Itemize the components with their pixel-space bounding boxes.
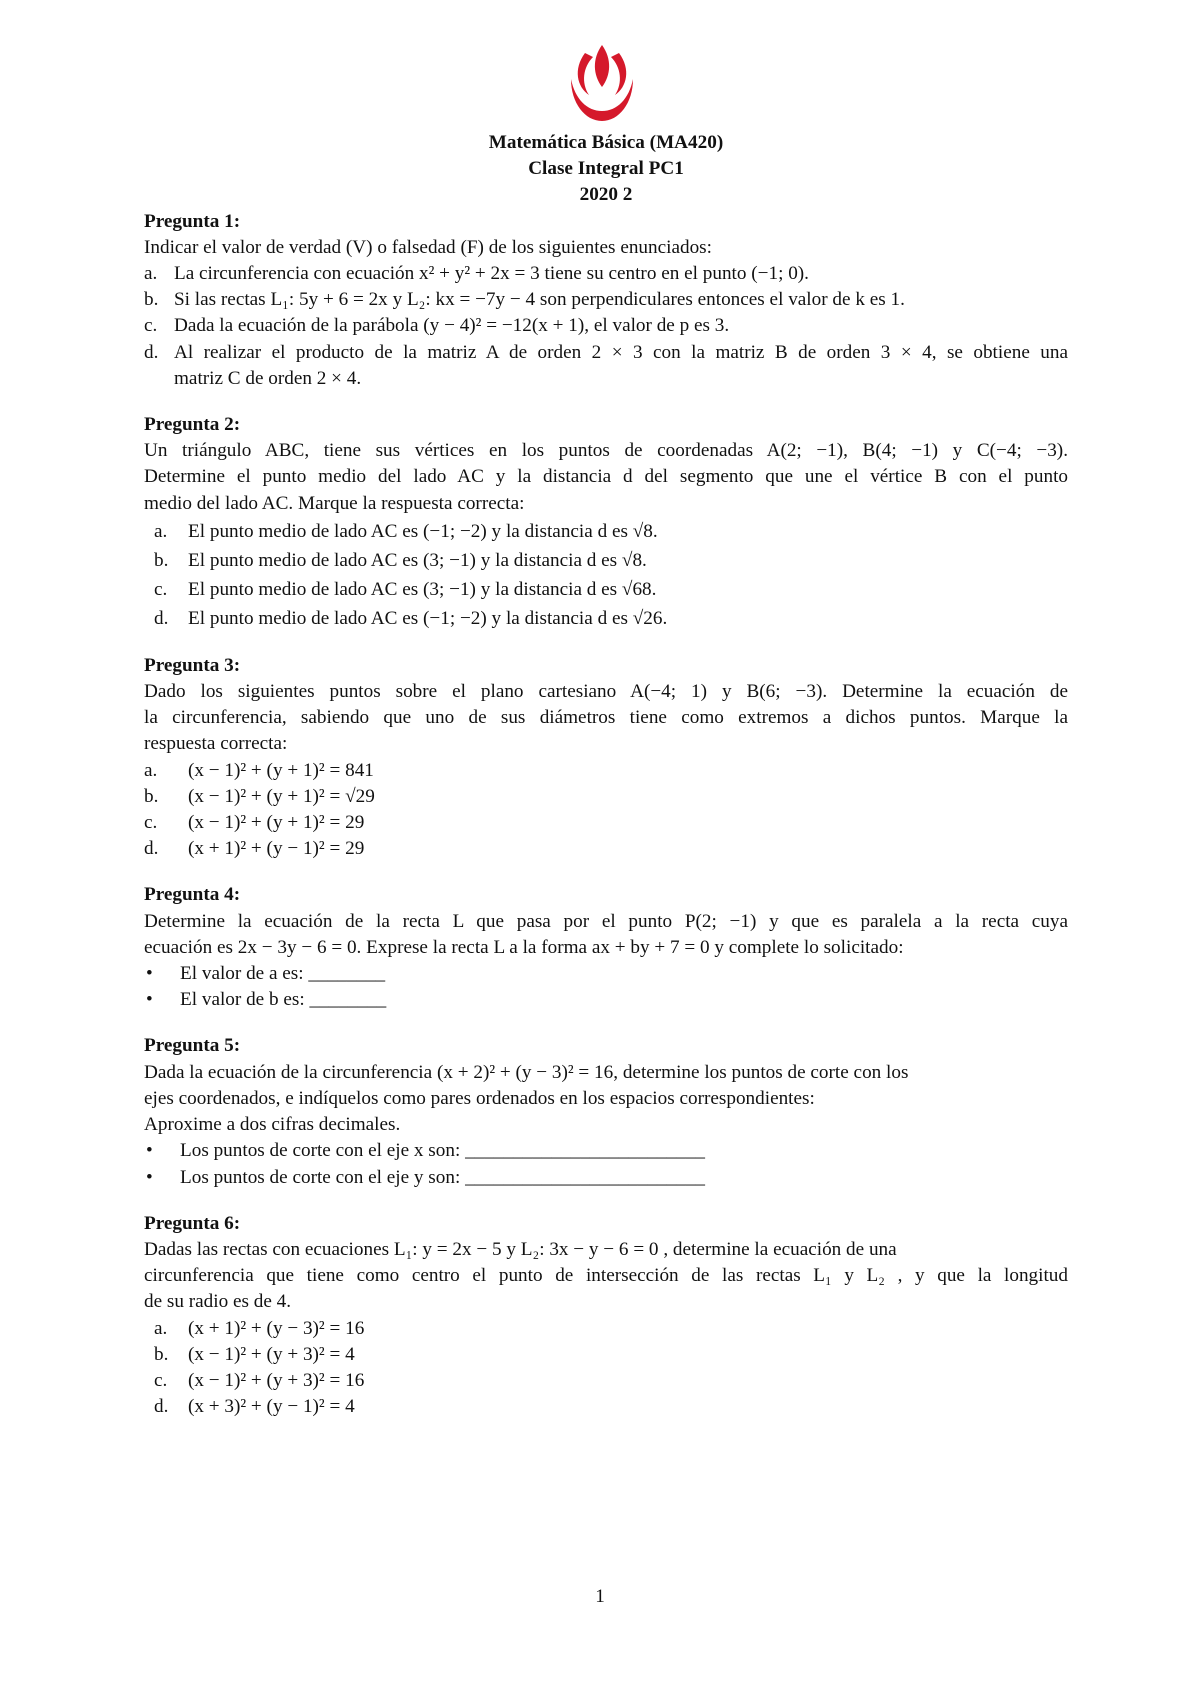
question-1-item — [144, 313, 1068, 339]
item-label: d. — [144, 341, 159, 363]
option-label: a. — [154, 1317, 168, 1339]
bullet-text: El valor de a es: ________ — [180, 963, 386, 985]
course-title: Matemática Básica (MA420) — [488, 132, 724, 153]
question-3-intro-line1: Dado los siguientes puntos sobre el plano cartesiano A(−4; 1) y B(6; −3). Determine la ecuación de — [144, 681, 1068, 703]
question-5-bullet — [144, 1165, 1068, 1191]
item-label: b. — [144, 289, 159, 311]
question-3-option — [144, 784, 1068, 810]
question-6-heading: Pregunta 6: — [144, 1212, 241, 1234]
question-1-item — [144, 340, 1068, 392]
question-5-intro-line3: Aproxime a dos cifras decimales. — [144, 1114, 401, 1136]
question-6-option — [144, 1342, 1068, 1368]
option-label: c. — [154, 578, 168, 600]
logo-flame-center — [595, 45, 609, 87]
question-3-heading: Pregunta 3: — [144, 654, 241, 676]
question-2-option — [144, 517, 1068, 546]
option-label: b. — [154, 549, 169, 571]
item-label: a. — [144, 263, 158, 285]
option-text: El punto medio de lado AC es (−1; −2) y la distancia d es √8. — [188, 520, 658, 542]
bullet-mark: • — [146, 1140, 153, 1162]
question-6-intro-line1: Dadas las rectas con ecuaciones L₁: y = 2x − 5 y L₂: 3x − y − 6 = 0 , determine la ecuación de una — [144, 1238, 897, 1260]
bullet-text: Los puntos de corte con el eje x son: _________________________ — [180, 1140, 705, 1162]
question-5-intro-line2: ejes coordenados, e indíquelos como pares ordenados en los espacios correspondientes: — [144, 1087, 815, 1109]
bullet-text: Los puntos de corte con el eje y son: _________________________ — [180, 1166, 705, 1188]
question-3-option — [144, 836, 1068, 862]
question-2-option — [144, 604, 1068, 633]
question-4-intro-line2: ecuación es 2x − 3y − 6 = 0. Exprese la recta L a la forma ax + by + 7 = 0 y complete lo solicitado: — [144, 936, 904, 958]
option-label: b. — [144, 785, 159, 807]
bullet-mark: • — [146, 1166, 153, 1188]
item-text-line1: Al realizar el producto de la matriz A de orden 2 × 3 con la matriz B de orden 3 × 4, se obtiene una — [174, 341, 1068, 363]
option-label: a. — [144, 759, 158, 781]
logo-flame-left — [578, 53, 593, 95]
option-text: (x − 1)² + (y + 1)² = √29 — [188, 785, 375, 807]
question-2-intro-line1: Un triángulo ABC, tiene sus vértices en los puntos de coordenadas A(2; −1), B(4; −1) y C(−4; −3). — [144, 440, 1068, 462]
item-text: Si las rectas L₁: 5y + 6 = 2x y L₂: kx = −7y − 4 son perpendiculares entonces el valor de k es 1. — [174, 289, 905, 311]
exam-title: Clase Integral PC1 — [528, 158, 684, 180]
question-3-intro-line2: la circunferencia, sabiendo que uno de sus diámetros tiene como extremos a dichos puntos. Marque la — [144, 707, 1068, 729]
option-label: c. — [144, 812, 158, 834]
item-label: c. — [144, 315, 158, 337]
option-text: El punto medio de lado AC es (3; −1) y la distancia d es √8. — [188, 549, 647, 571]
question-5-intro-line1: Dada la ecuación de la circunferencia (x + 2)² + (y − 3)² = 16, determine los puntos de corte con los — [144, 1061, 909, 1083]
option-label: a. — [154, 520, 168, 542]
bullet-mark: • — [146, 989, 153, 1011]
option-label: d. — [154, 607, 169, 629]
option-text: (x + 1)² + (y − 1)² = 29 — [188, 838, 365, 860]
question-3-option — [144, 758, 1068, 784]
option-label: b. — [154, 1343, 169, 1365]
question-4-heading: Pregunta 4: — [144, 884, 241, 906]
page-number: 1 — [595, 1586, 605, 1607]
option-label: d. — [144, 838, 159, 860]
item-text-line2: matriz C de orden 2 × 4. — [174, 367, 362, 389]
option-label: d. — [154, 1396, 169, 1418]
question-6-option — [144, 1394, 1068, 1420]
document-body — [144, 130, 1068, 1420]
question-1-item — [144, 287, 1068, 313]
question-5-bullet — [144, 1138, 1068, 1164]
question-4-intro-line1: Determine la ecuación de la recta L que pasa por el punto P(2; −1) y que es paralela a la recta cuya — [144, 910, 1068, 932]
logo-flame-right — [611, 53, 626, 95]
bullet-mark: • — [146, 963, 153, 985]
item-text: La circunferencia con ecuación x² + y² + 2x = 3 tiene su centro en el punto (−1; 0). — [174, 263, 809, 285]
question-3-option — [144, 810, 1068, 836]
option-label: c. — [154, 1369, 168, 1391]
upc-logo — [567, 45, 637, 123]
option-text: El punto medio de lado AC es (3; −1) y la distancia d es √68. — [188, 578, 657, 600]
option-text: (x + 1)² + (y − 3)² = 16 — [188, 1317, 365, 1339]
question-4-bullet — [144, 961, 1068, 987]
question-5-heading: Pregunta 5: — [144, 1035, 241, 1057]
option-text: (x + 3)² + (y − 1)² = 4 — [188, 1396, 355, 1418]
question-1-heading: Pregunta 1: — [144, 210, 241, 232]
question-1-item — [144, 261, 1068, 287]
question-6-intro-line2: circunferencia que tiene como centro el punto de intersección de las rectas L₁ y L₂ , y que la longitud — [144, 1265, 1068, 1287]
option-text: (x − 1)² + (y + 3)² = 16 — [188, 1369, 365, 1391]
option-text: (x − 1)² + (y + 1)² = 841 — [188, 759, 374, 781]
question-2-option — [144, 575, 1068, 604]
item-text: Dada la ecuación de la parábola (y − 4)² = −12(x + 1), el valor de p es 3. — [174, 315, 730, 337]
option-text: El punto medio de lado AC es (−1; −2) y la distancia d es √26. — [188, 607, 668, 629]
question-6-option — [144, 1368, 1068, 1394]
question-2-option — [144, 546, 1068, 575]
question-6-intro-line3: de su radio es de 4. — [144, 1291, 292, 1313]
question-3-intro-line3: respuesta correcta: — [144, 733, 288, 755]
question-1-intro: Indicar el valor de verdad (V) o falsedad (F) de los siguientes enunciados: — [144, 236, 712, 258]
question-2-intro-line2: Determine el punto medio del lado AC y la distancia d del segmento que une el vértice B con el punto — [144, 466, 1068, 488]
question-2-intro-line3: medio del lado AC. Marque la respuesta correcta: — [144, 492, 525, 514]
question-4-bullet — [144, 987, 1068, 1013]
bullet-text: El valor de b es: ________ — [180, 989, 387, 1011]
option-text: (x − 1)² + (y + 1)² = 29 — [188, 812, 365, 834]
question-6-option — [144, 1316, 1068, 1342]
question-2-heading: Pregunta 2: — [144, 414, 241, 436]
term-title: 2020 2 — [579, 184, 633, 206]
option-text: (x − 1)² + (y + 3)² = 4 — [188, 1343, 355, 1365]
